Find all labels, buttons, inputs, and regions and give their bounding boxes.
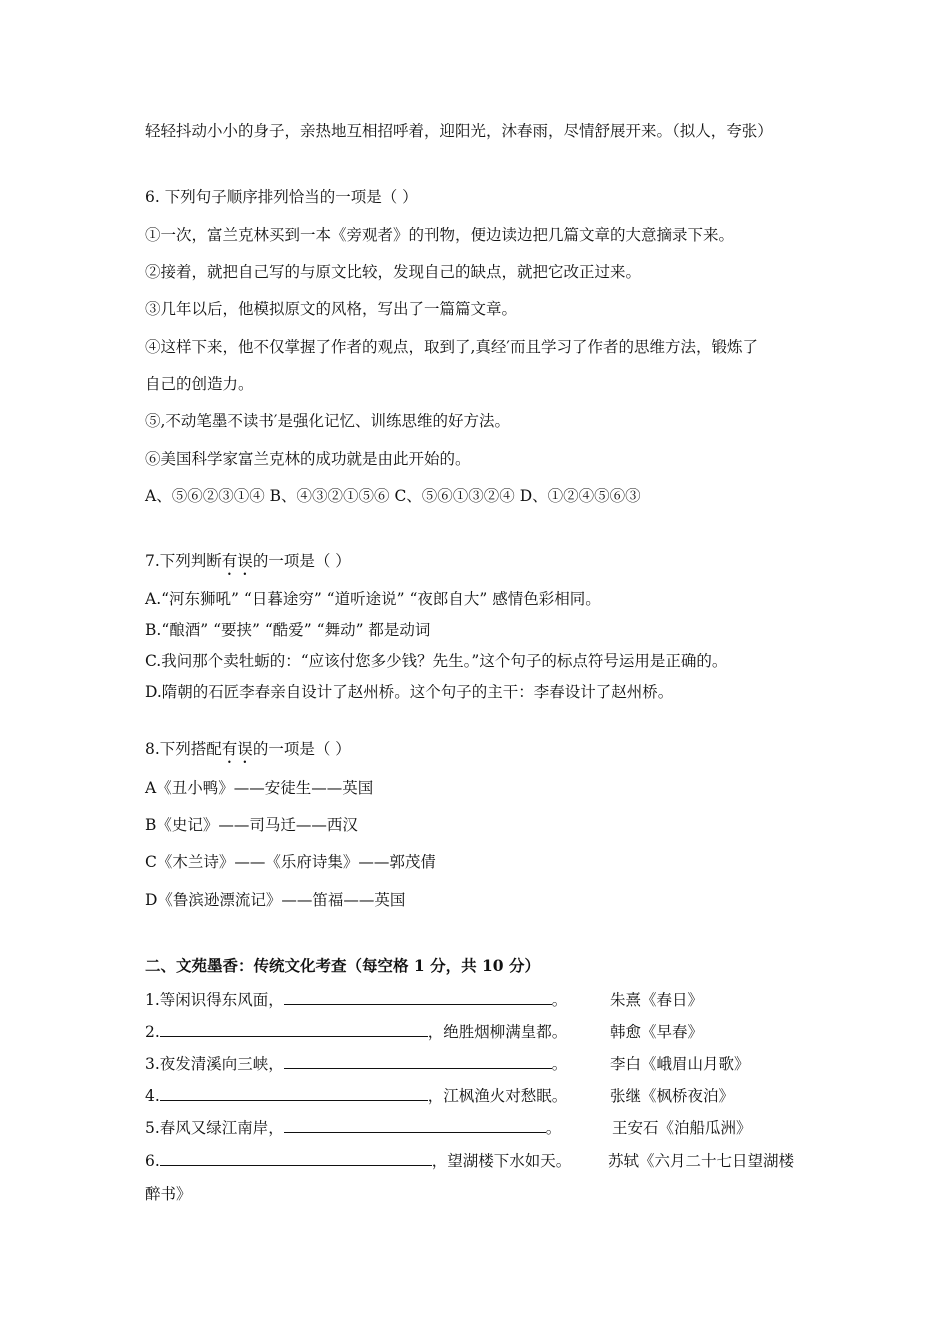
poem-3-pre: 3.夜发清溪向三峡， bbox=[145, 1055, 284, 1073]
poem-3-post: 。 bbox=[551, 1055, 568, 1073]
poem-line-1 bbox=[145, 989, 567, 1011]
poem-1-pre: 1.等闲识得东风面， bbox=[145, 991, 284, 1009]
poem-1-author: 朱熹《春日》 bbox=[610, 991, 704, 1009]
poem-4-pre: 4. bbox=[145, 1087, 160, 1105]
q7-option-b: B.“酿酒” “要挟” “酷爱” “舞动” 都是动词 bbox=[145, 621, 431, 639]
q8-option-d: D《鲁滨逊漂流记》——笛福——英国 bbox=[145, 891, 406, 909]
q7-option-a: A.“河东狮吼” “日暮途穷” “道听途说” “夜郎自大” 感情色彩相同。 bbox=[145, 590, 601, 608]
q8-stem-post: 的一项是（ ） bbox=[252, 740, 351, 758]
poem-line-2 bbox=[145, 1021, 567, 1043]
q8-stem-pre: 8.下列搭配 bbox=[145, 740, 222, 758]
q7-option-c: C.我问那个卖牡蛎的：“应该付您多少钱？先生。”这个句子的标点符号运用是正确的。 bbox=[145, 652, 728, 670]
poem-3-blank[interactable] bbox=[284, 1054, 552, 1069]
poem-2-author: 韩愈《早春》 bbox=[610, 1023, 704, 1041]
intro-line: 轻轻抖动小小的身子，亲热地互相招呼着，迎阳光，沐春雨，尽情舒展开来。（拟人，夸张） bbox=[145, 122, 773, 140]
poem-5-post: 。 bbox=[545, 1119, 562, 1137]
poem-line-4 bbox=[145, 1085, 567, 1107]
poem-4-author: 张继《枫桥夜泊》 bbox=[610, 1087, 735, 1105]
q8-option-c: C《木兰诗》——《乐府诗集》——郭茂倩 bbox=[145, 853, 436, 871]
q7-stem-pre: 7.下列判断 bbox=[145, 552, 222, 570]
poem-4-blank[interactable] bbox=[160, 1086, 428, 1101]
q7-stem-post: 的一项是（ ） bbox=[252, 552, 351, 570]
q6-options: A、⑤⑥②③①④ B、④③②①⑤⑥ C、⑤⑥①③②④ D、①②④⑤⑥③ bbox=[145, 487, 641, 505]
q6-stem: 6. 下列句子顺序排列恰当的一项是（ ） bbox=[145, 188, 418, 206]
q8-stem-emphasis: 有误 bbox=[221, 740, 253, 758]
poem-2-blank[interactable] bbox=[160, 1022, 428, 1037]
poem-line-3 bbox=[145, 1053, 567, 1075]
q6-sentence-6: ⑥美国科学家富兰克林的成功就是由此开始的。 bbox=[145, 450, 471, 468]
poem-6-post: ，望湖楼下水如天。 bbox=[431, 1152, 572, 1170]
poem-6-author: 苏轼《六月二十七日望湖楼 bbox=[608, 1152, 795, 1170]
poem-5-blank[interactable] bbox=[284, 1118, 546, 1133]
q8-option-a: A《丑小鸭》——安徒生——英国 bbox=[145, 779, 374, 797]
q6-sentence-3: ③几年以后，他模拟原文的风格，写出了一篇篇文章。 bbox=[145, 300, 518, 318]
poem-2-pre: 2. bbox=[145, 1023, 160, 1041]
q7-option-d: D.隋朝的石匠李春亲自设计了赵州桥。这个句子的主干：李春设计了赵州桥。 bbox=[145, 683, 674, 701]
q8-stem bbox=[145, 738, 351, 767]
poem-line-6 bbox=[145, 1150, 571, 1172]
poem-5-pre: 5.春风又绿江南岸， bbox=[145, 1119, 284, 1137]
poem-4-post: ，江枫渔火对愁眠。 bbox=[427, 1087, 568, 1105]
poem-3-author: 李白《峨眉山月歌》 bbox=[610, 1055, 750, 1073]
poem-6-blank[interactable] bbox=[160, 1151, 432, 1166]
poem-6-author-tail: 醉书》 bbox=[145, 1185, 192, 1203]
poem-line-5 bbox=[145, 1117, 561, 1139]
q7-stem-emphasis: 有误 bbox=[221, 552, 253, 570]
q6-sentence-2: ②接着，就把自己写的与原文比较，发现自己的缺点，就把它改正过来。 bbox=[145, 263, 642, 281]
poem-5-author: 王安石《泊船瓜洲》 bbox=[612, 1119, 752, 1137]
section2-title: 二、文苑墨香：传统文化考查（每空格 1 分，共 10 分） bbox=[145, 956, 540, 975]
q6-sentence-4a: ④这样下来，他不仅掌握了作者的观点，取到了,真经′而且学习了作者的思维方法，锻炼了 bbox=[145, 338, 758, 356]
poem-6-pre: 6. bbox=[145, 1152, 160, 1170]
poem-1-post: 。 bbox=[551, 991, 568, 1009]
poem-2-post: ，绝胜烟柳满皇都。 bbox=[427, 1023, 568, 1041]
q7-stem bbox=[145, 550, 351, 579]
q8-option-b: B《史记》——司马迁——西汉 bbox=[145, 816, 358, 834]
poem-1-blank[interactable] bbox=[284, 990, 552, 1005]
q6-sentence-4b: 自己的创造力。 bbox=[145, 375, 254, 393]
q6-sentence-5: ⑤,不动笔墨不读书′是强化记忆、训练思维的好方法。 bbox=[145, 412, 510, 430]
q6-sentence-1: ①一次，富兰克林买到一本《旁观者》的刊物，便边读边把几篇文章的大意摘录下来。 bbox=[145, 226, 735, 244]
